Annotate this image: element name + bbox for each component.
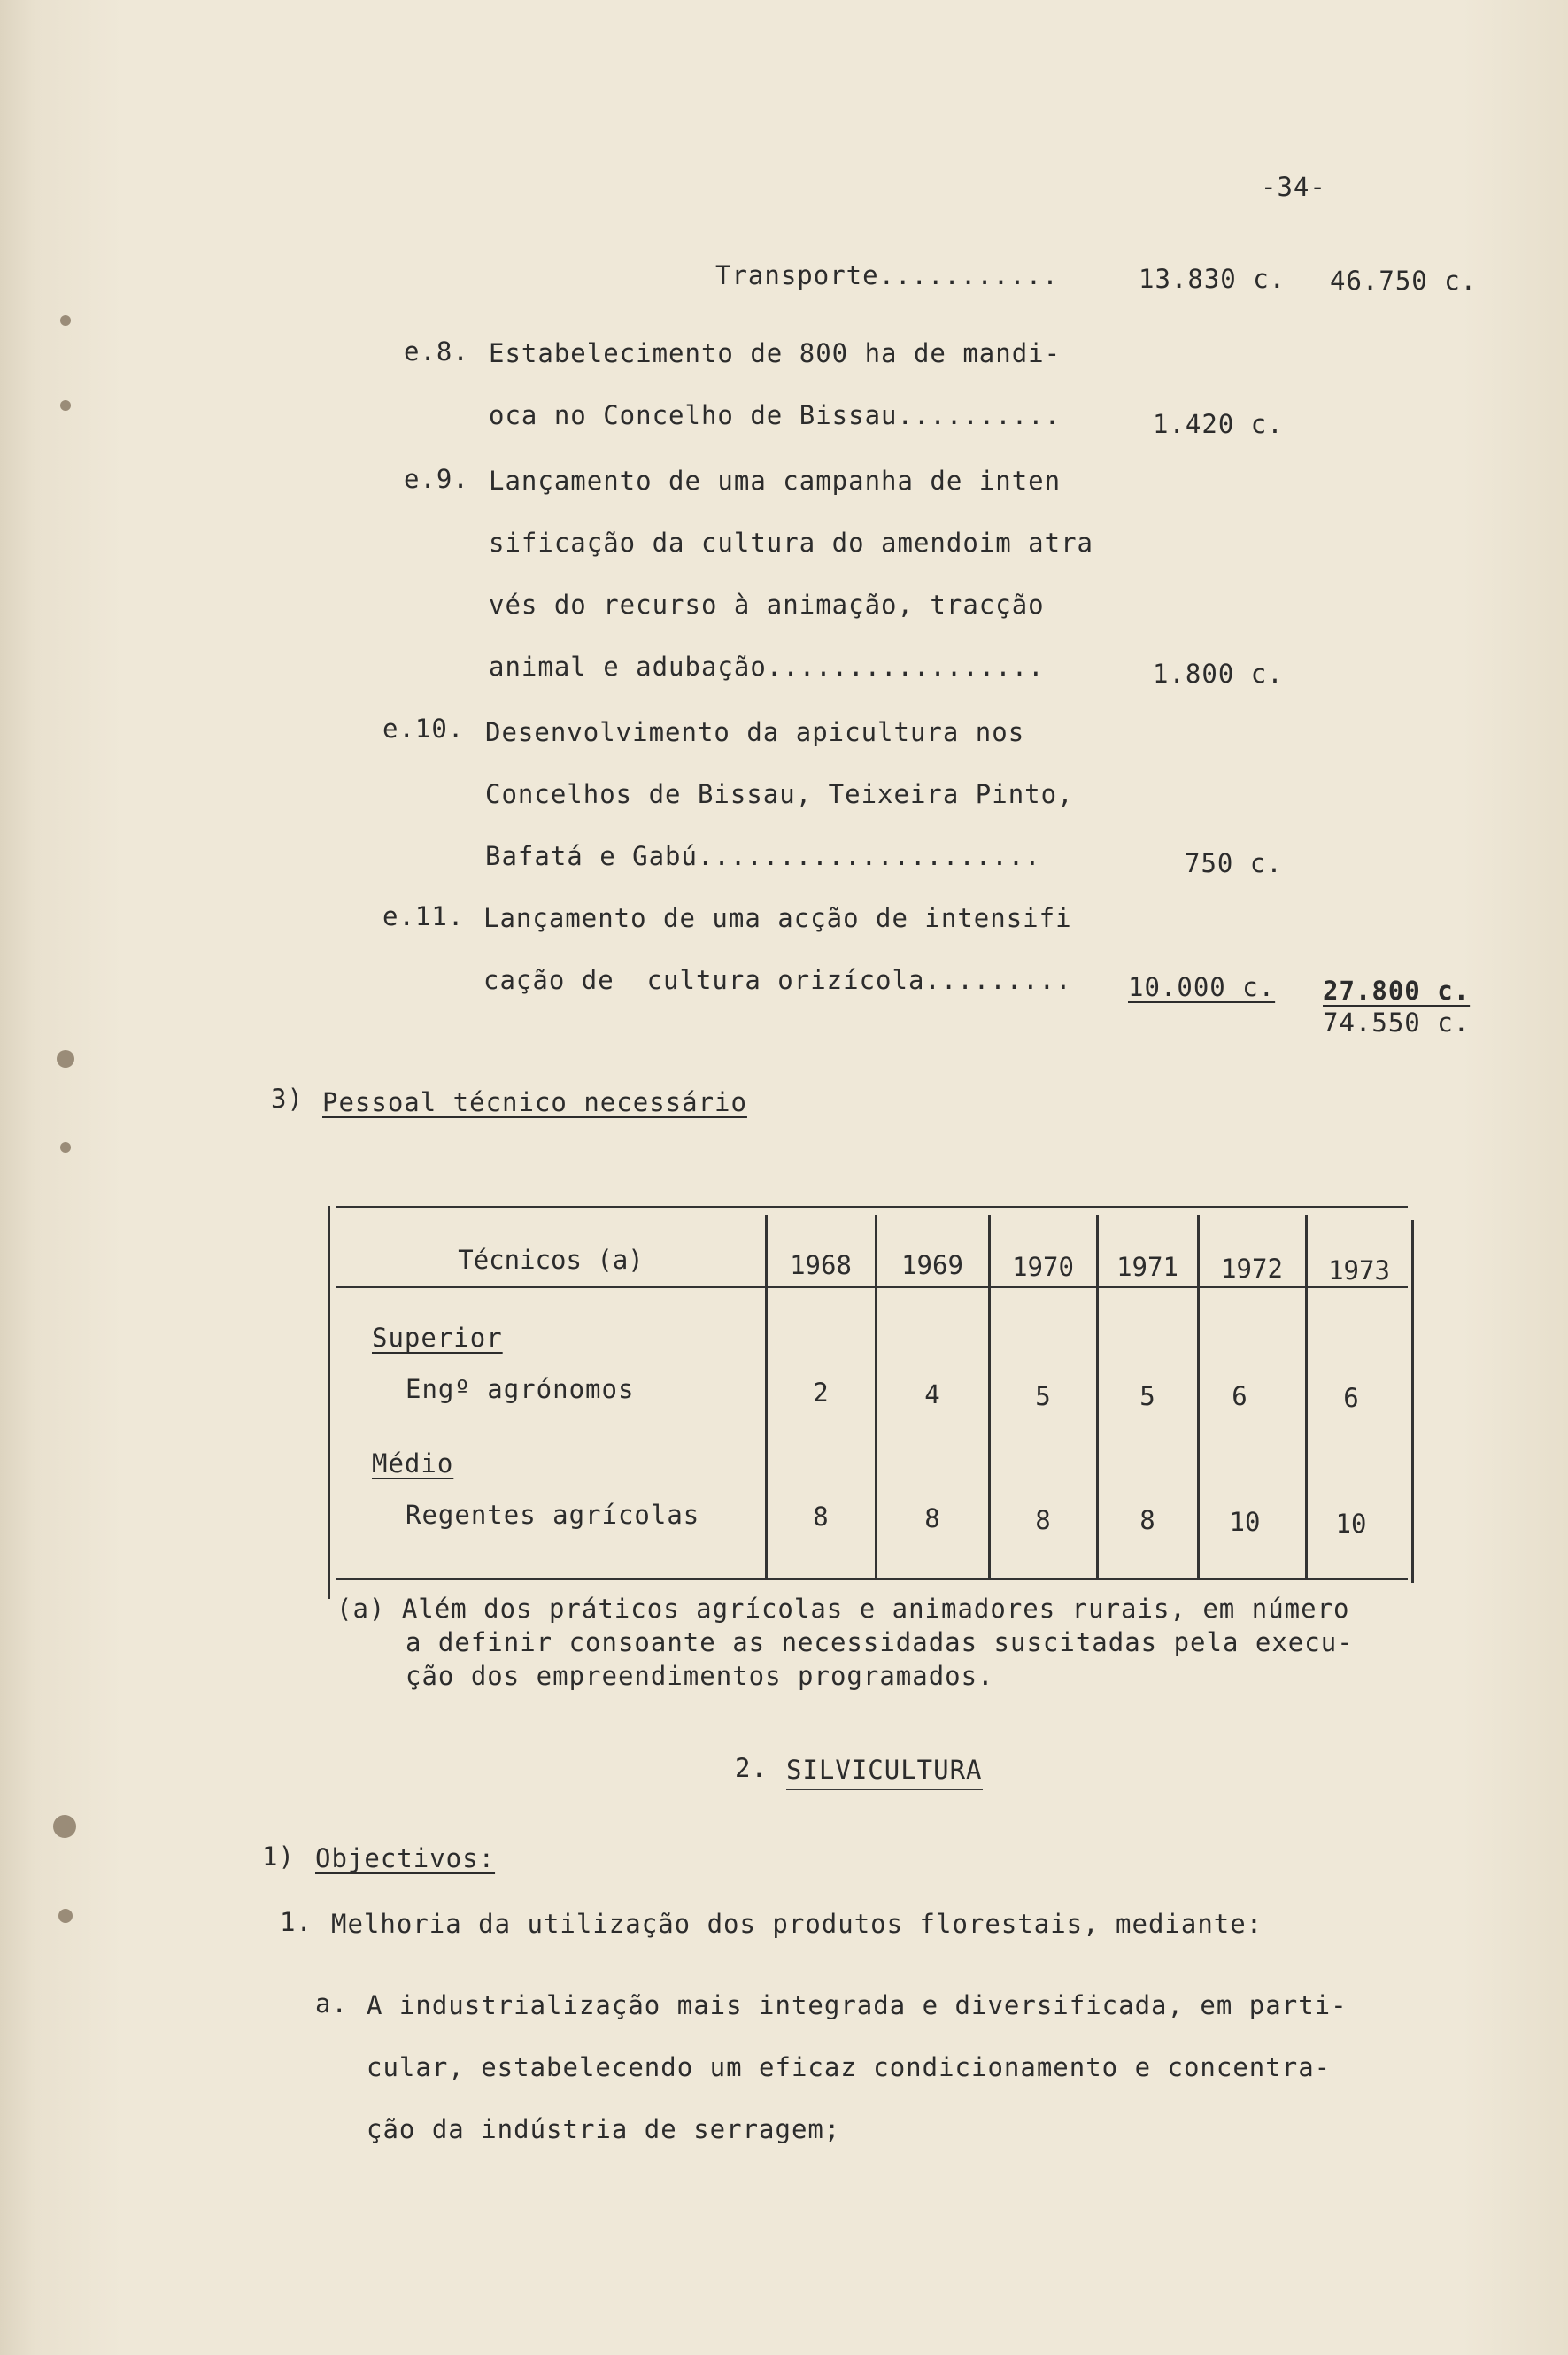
table-cell: 10 — [1229, 1507, 1261, 1537]
table-cell: 6 — [1343, 1383, 1359, 1413]
item-line: Desenvolvimento da apicultura nos — [485, 717, 1025, 747]
objective-sub-line: cular, estabelecendo um eficaz condicionamento e concentra- — [367, 2052, 1332, 2082]
table-cell: 5 — [1139, 1381, 1155, 1411]
table-footnote: ção dos empreendimentos programados. — [406, 1661, 994, 1691]
table-bottom-rule — [336, 1578, 1408, 1580]
section-title: SILVICULTURA — [786, 1755, 983, 1790]
grand-total: 74.550 c. — [1323, 1008, 1471, 1038]
table-header-cell: 1972 — [1221, 1254, 1283, 1284]
objective-item-number: 1. — [280, 1907, 313, 1937]
transport-value-2: 46.750 c. — [1330, 266, 1478, 296]
item-line: vés do recurso à animação, tracção — [489, 590, 1045, 620]
table-cell: 6 — [1232, 1381, 1247, 1411]
item-id: e.9. — [404, 464, 469, 494]
table-cell: 5 — [1035, 1381, 1051, 1411]
transport-value-1: 13.830 c. — [1139, 264, 1286, 294]
transport-label: Transporte........... — [715, 260, 1059, 290]
table-header-rule — [336, 1286, 1408, 1288]
subtotal: 27.800 c. — [1323, 976, 1471, 1006]
table-footnote: a definir consoante as necessidadas suscitadas pela execu- — [406, 1627, 1354, 1657]
item-id: e.11. — [382, 901, 465, 931]
binder-hole — [60, 400, 71, 411]
table-group-label: Médio — [372, 1448, 454, 1479]
item-amount: 1.420 c. — [1153, 409, 1284, 439]
table-header-cell: 1971 — [1116, 1252, 1178, 1282]
objective-sub-letter: a. — [315, 1988, 348, 2019]
table-border-right — [1411, 1220, 1414, 1583]
table-group-label: Superior — [372, 1323, 503, 1353]
table-header-cell: 1973 — [1328, 1255, 1390, 1286]
item-line: Concelhos de Bissau, Teixeira Pinto, — [485, 779, 1074, 809]
table-header-cell: 1969 — [901, 1250, 963, 1280]
item-amount: 750 c. — [1185, 848, 1283, 878]
objective-sub-line: ção da indústria de serragem; — [367, 2114, 841, 2144]
objective-sub-line: A industrialização mais integrada e diversificada, em parti- — [367, 1990, 1348, 2020]
item-line: Estabelecimento de 800 ha de mandi- — [489, 338, 1062, 368]
table-top-rule — [336, 1206, 1408, 1208]
table-cell: 8 — [1139, 1505, 1155, 1535]
item-line: Lançamento de uma acção de intensifi — [483, 903, 1072, 933]
table-cell: 8 — [1035, 1505, 1051, 1535]
item-line: Lançamento de uma campanha de inten — [489, 466, 1062, 496]
table-cell: 2 — [813, 1378, 829, 1408]
section-number: 2. — [735, 1753, 768, 1783]
binder-hole — [60, 315, 71, 326]
objectives-number: 1) — [262, 1842, 295, 1872]
binder-hole — [53, 1815, 76, 1838]
table-row-label: Engº agrónomos — [406, 1374, 635, 1404]
section-title: Pessoal técnico necessário — [322, 1087, 747, 1117]
item-line: animal e adubação................. — [489, 652, 1045, 682]
table-cell: 10 — [1335, 1509, 1367, 1539]
item-line: Bafatá e Gabú..................... — [485, 841, 1041, 871]
objective-item-text: Melhoria da utilização dos produtos florestais, mediante: — [331, 1909, 1263, 1939]
page-number: -34- — [1261, 172, 1326, 202]
section-number: 3) — [271, 1084, 304, 1114]
item-amount: 10.000 c. — [1128, 972, 1276, 1002]
binder-hole — [60, 1142, 71, 1153]
table-cell: 8 — [813, 1502, 829, 1532]
item-id: e.10. — [382, 714, 465, 744]
item-amount: 1.800 c. — [1153, 659, 1284, 689]
table-header-cell: Técnicos (a) — [458, 1245, 644, 1275]
table-border-left — [328, 1206, 330, 1599]
table-header-cell: 1970 — [1012, 1252, 1074, 1282]
table-cell: 8 — [924, 1503, 940, 1533]
table-row-label: Regentes agrícolas — [406, 1500, 700, 1530]
table-header-cell: 1968 — [790, 1250, 852, 1280]
binder-hole — [57, 1050, 74, 1068]
table-footnote: (a) Além dos práticos agrícolas e animadores rurais, em número — [336, 1594, 1350, 1624]
binder-hole — [58, 1909, 73, 1923]
objectives-title: Objectivos: — [315, 1843, 496, 1873]
item-id: e.8. — [404, 336, 469, 367]
item-line: cação de cultura orizícola......... — [483, 965, 1072, 995]
table-cell: 4 — [924, 1379, 940, 1409]
item-line: sificação da cultura do amendoim atra — [489, 528, 1094, 558]
item-line: oca no Concelho de Bissau.......... — [489, 400, 1062, 430]
